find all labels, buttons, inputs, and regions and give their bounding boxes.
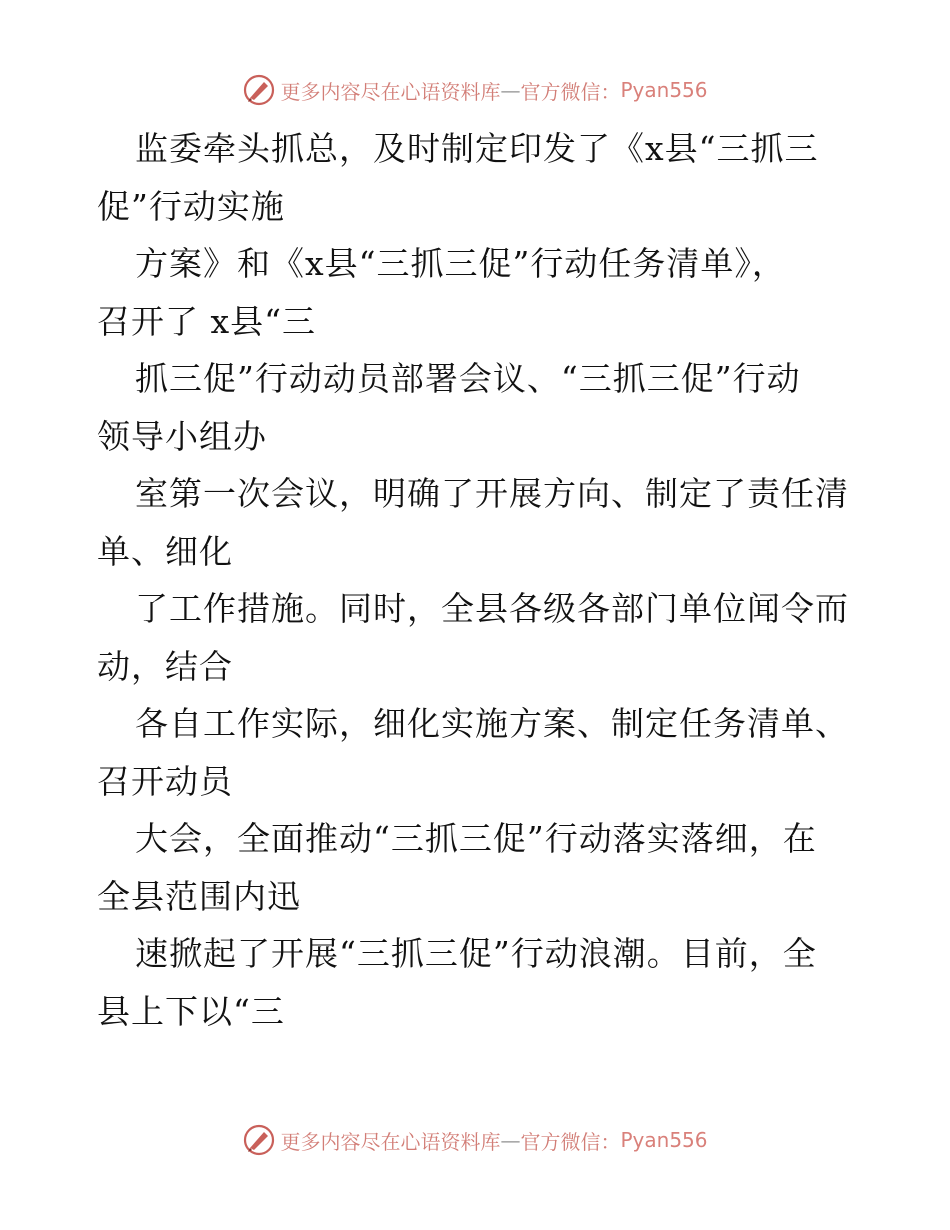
text-line: 抓三促”行动动员部署会议、“三抓三促”行动 xyxy=(135,359,801,398)
watermark-contact-value: Pyan556 xyxy=(620,1128,708,1152)
text-line: 各自工作实际，细化实施方案、制定任务清单、 xyxy=(135,704,849,743)
header-watermark xyxy=(0,70,950,110)
text-line: 单、细化 xyxy=(97,531,233,571)
watermark-brand-text: 更多内容尽在心语资料库 xyxy=(280,79,501,104)
text-line: 县上下以“三 xyxy=(97,991,285,1031)
watermark-brand-text: 更多内容尽在心语资料库 xyxy=(280,1129,501,1154)
watermark-contact-label: 官方微信： xyxy=(520,79,621,104)
text-line: 大会，全面推动“三抓三促”行动落实落细，在 xyxy=(135,819,817,858)
text-line: 方案》和《x县“三抓三促”行动任务清单》， xyxy=(135,244,786,283)
document-body xyxy=(97,120,857,1040)
text-line: 速掀起了开展“三抓三促”行动浪潮。目前，全 xyxy=(135,934,817,973)
pen-badge-icon xyxy=(242,73,276,107)
text-line: 召开了 x县“三 xyxy=(97,301,316,341)
text-line: 召开动员 xyxy=(97,761,233,801)
text-line: 动，结合 xyxy=(97,646,233,686)
pen-badge-icon xyxy=(242,1123,276,1157)
text-line: 监委牵头抓总，及时制定印发了《x县“三抓三 xyxy=(135,129,819,168)
text-line: 了工作措施。同时，全县各级各部门单位闻令而 xyxy=(135,589,849,628)
text-line: 全县范围内迅 xyxy=(97,876,301,916)
watermark-contact-value: Pyan556 xyxy=(620,78,708,102)
text-line: 领导小组办 xyxy=(97,416,267,456)
watermark-contact-label: 官方微信： xyxy=(520,1129,621,1154)
watermark-separator: — xyxy=(500,78,521,102)
watermark-separator: — xyxy=(500,1128,521,1152)
text-line: 室第一次会议，明确了开展方向、制定了责任清 xyxy=(135,474,849,513)
text-line: 促”行动实施 xyxy=(97,186,285,226)
footer-watermark xyxy=(0,1120,950,1160)
